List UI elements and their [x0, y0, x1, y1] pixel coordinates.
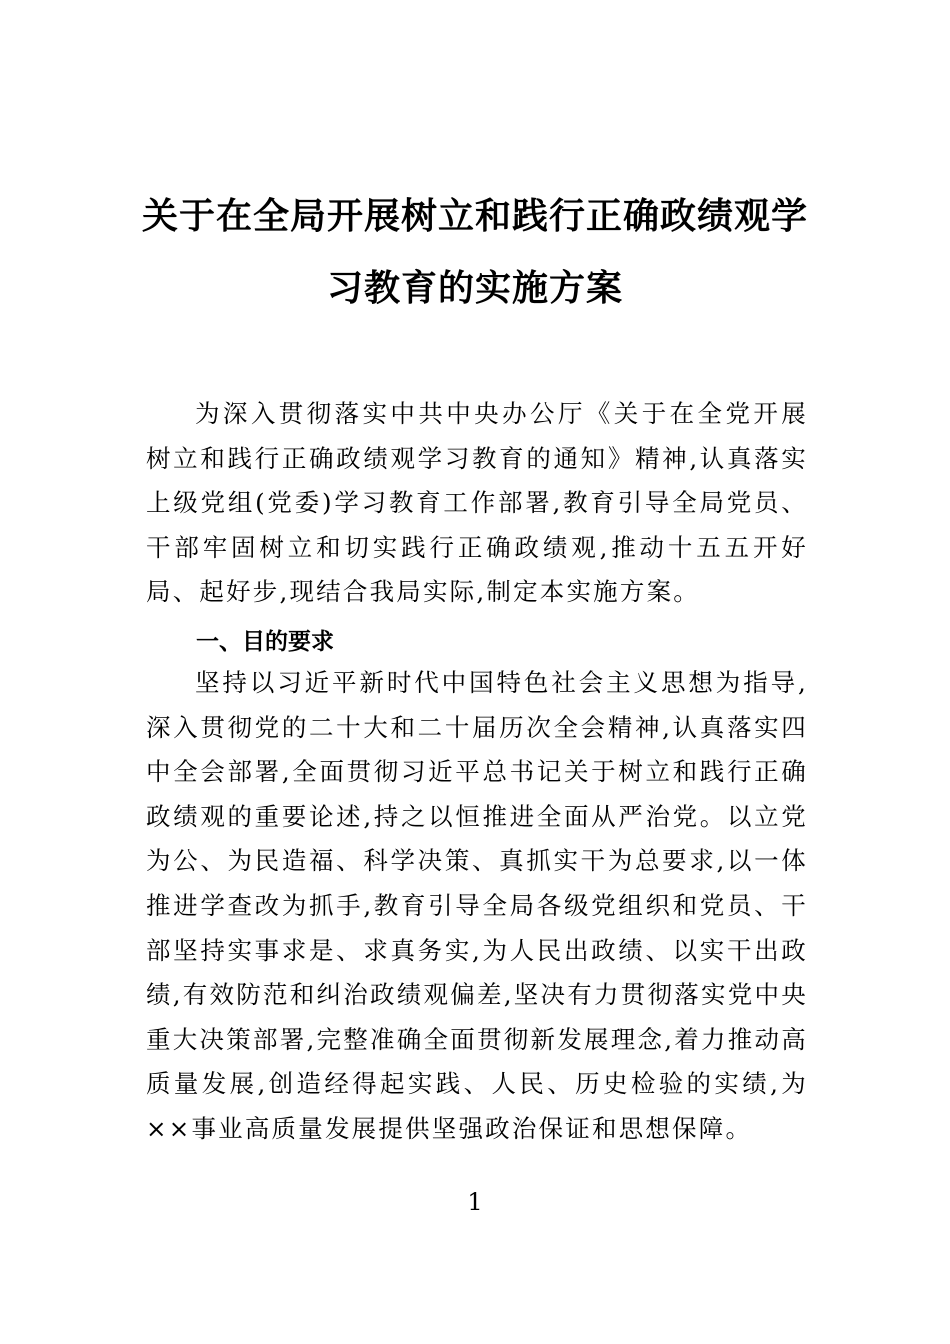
document-title-line-1: 关于在全局开展树立和践行正确政绩观学: [141, 195, 808, 237]
page-number: 1: [467, 1188, 483, 1216]
section-heading-purpose: 一、目的要求: [196, 629, 334, 655]
document-title-line-2: 习教育的实施方案: [326, 267, 623, 309]
purpose-paragraph: 坚持以习近平新时代中国特色社会主义思想为指导,深入贯彻党的二十大和二十届历次全会精神,认真落实四中全会部署,全面贯彻习近平总书记关于树立和践行正确政绩观的重要论述,持之以恒推进全面从严治党。以立党为公、为民造福、科学决策、真抓实干为总要求,以一体推进学查改为抓手,教育引导全局各级党组织和党员、干部坚持实事求是、求真务实,为人民出政绩、以实干出政绩,有效防范和纠治政绩观偏差,坚决有力贯彻落实党中央重大决策部署,完整准确全面贯彻新发展理念,着力推动高质量发展,创造经得起实践、人民、历史检验的实绩,为××事业高质量发展提供坚强政治保证和思想保障。: [146, 668, 808, 1143]
intro-paragraph: 为深入贯彻落实中共中央办公厅《关于在全党开展树立和践行正确政绩观学习教育的通知》精神,认真落实上级党组(党委)学习教育工作部署,教育引导全局党员、干部牢固树立和切实践行正确政绩观,推动十五五开好局、起好步,现结合我局实际,制定本实施方案。: [146, 399, 808, 607]
